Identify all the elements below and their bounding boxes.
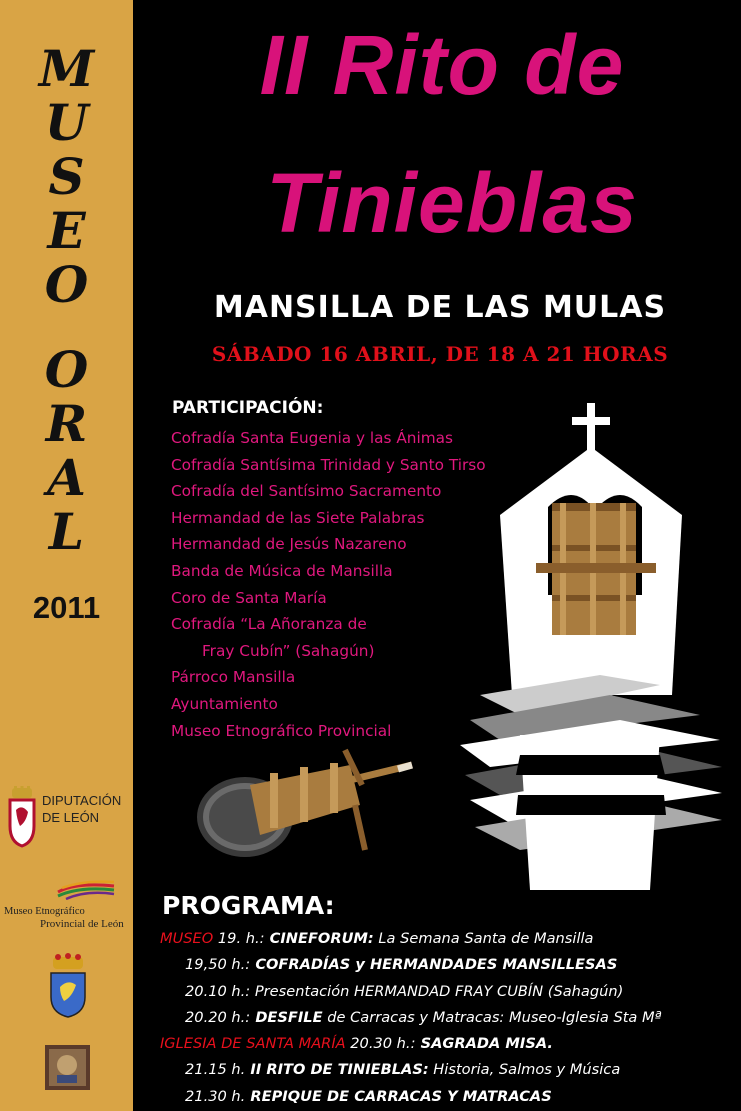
participacion-heading: PARTICIPACIÓN:	[172, 398, 324, 418]
letter: M	[38, 39, 95, 98]
church-tower-illustration	[460, 395, 730, 895]
vertical-word-museo	[0, 39, 133, 314]
vertical-word-oral	[0, 340, 133, 561]
list-item: Museo Etnográfico Provincial	[171, 721, 392, 740]
list-item: Párroco Mansilla	[171, 668, 296, 687]
ayuntamiento-logo	[48, 953, 88, 1019]
ayuntamiento-crest-icon	[48, 953, 88, 1019]
programa-row: MUSEO 19. h.: CINEFORUM: La Semana Santa de Mansilla	[160, 930, 594, 947]
manuscript-image-icon	[45, 1045, 90, 1090]
letter: S	[48, 147, 85, 206]
list-item: Hermandad de Jesús Nazareno	[171, 535, 407, 554]
museo-etnografico-logo-icon	[56, 878, 116, 900]
participacion-list	[171, 425, 486, 744]
list-item: Hermandad de las Siete Palabras	[171, 508, 425, 527]
event-date: SÁBADO 16 ABRIL, DE 18 A 21 HORAS	[211, 342, 669, 366]
list-item: Fray Cubín” (Sahagún)	[202, 641, 375, 660]
diputacion-logo	[6, 786, 131, 850]
letter: R	[45, 394, 88, 453]
diputacion-text: DIPUTACIÓN DE LEÓN	[42, 793, 122, 825]
letter: O	[44, 255, 89, 314]
town-name: MANSILLA DE LAS MULAS	[213, 290, 667, 325]
programa-row: 20.10 h.: Presentación HERMANDAD FRAY CUBÍN (Sahagún)	[185, 982, 624, 1000]
programa-row: 21.15 h. II RITO DE TINIEBLAS: Historia, Salmos y Música	[185, 1061, 621, 1079]
list-item: Cofradía Santa Eugenia y las Ánimas	[171, 429, 453, 447]
letter: E	[47, 201, 86, 260]
sidebar	[0, 0, 133, 1111]
manuscript-image	[45, 1045, 90, 1090]
title-line-2: Tinieblas	[266, 156, 638, 250]
wooden-cart-rattle-illustration	[190, 745, 420, 865]
title-line-1: II Rito de	[259, 18, 625, 112]
list-item: Ayuntamiento	[171, 694, 278, 713]
year-label: 2011	[32, 590, 101, 625]
list-item: Cofradía del Santísimo Sacramento	[171, 482, 442, 501]
programa-heading: PROGRAMA:	[162, 891, 335, 920]
programa-row: 21.30 h. REPIQUE DE CARRACAS Y MATRACAS	[185, 1087, 552, 1105]
programa-row: 19,50 h.: COFRADÍAS y HERMANDADES MANSILLESAS	[185, 956, 618, 974]
programa-row: 20.20 h.: DESFILE de Carracas y Matracas: Museo-Iglesia Sta Mª	[185, 1008, 662, 1026]
list-item: Cofradía “La Añoranza de	[171, 615, 367, 634]
programa-list	[160, 926, 661, 1110]
programa-row: IGLESIA DE SANTA MARÍA 20.30 h.: SAGRADA MISA.	[160, 1035, 553, 1053]
letter: L	[48, 502, 85, 561]
list-item: Banda de Música de Mansilla	[171, 561, 393, 580]
diputacion-crest-icon	[6, 786, 38, 848]
museo-etnografico-logo	[4, 878, 132, 933]
list-item: Cofradía Santísima Trinidad y Santo Tirso	[171, 455, 486, 474]
letter: O	[44, 340, 89, 399]
museo-etnografico-text: Museo Etnográfico Provincial de León	[4, 906, 124, 930]
letter: A	[47, 448, 86, 507]
list-item: Coro de Santa María	[171, 588, 327, 607]
letter: U	[44, 93, 89, 152]
